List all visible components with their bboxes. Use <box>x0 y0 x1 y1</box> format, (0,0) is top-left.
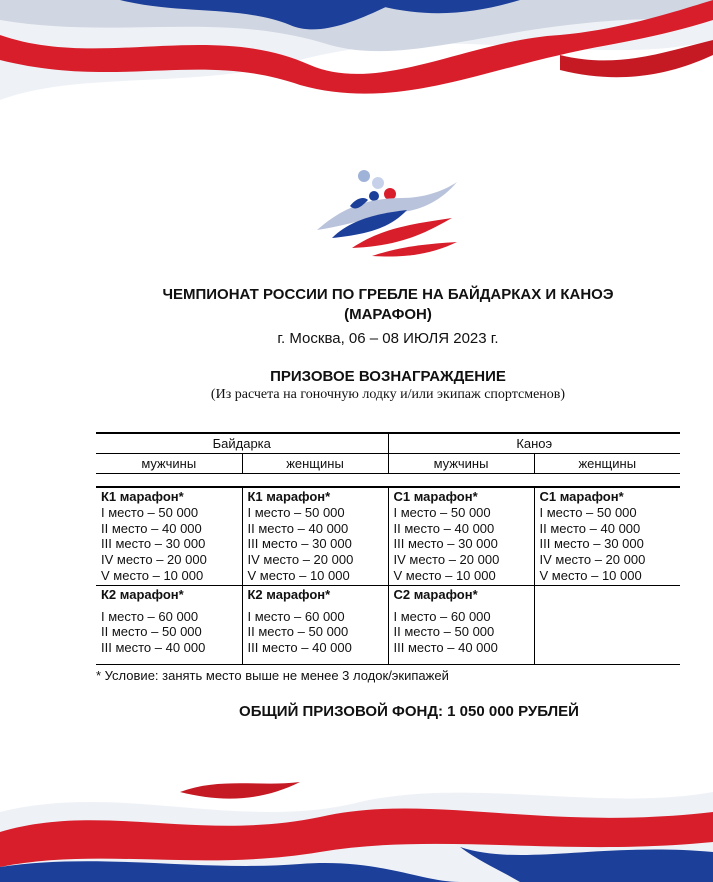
total-prize-fund: ОБЩИЙ ПРИЗОВОЙ ФОНД: 1 050 000 РУБЛЕЙ <box>239 703 579 720</box>
subgroup-kayak-women: женщины <box>242 454 388 474</box>
cell-k2-men: К2 марафон* I место – 60 000 II место – 50 000 III место – 40 000 <box>96 585 242 664</box>
table-row <box>96 487 680 585</box>
championship-title: ЧЕМПИОНАТ РОССИИ ПО ГРЕБЛЕ НА БАЙДАРКАХ И КАНОЭ (МАРАФОН) <box>162 286 614 323</box>
cell-k2-women: К2 марафон* I место – 60 000 II место – 50 000 III место – 40 000 <box>242 585 388 664</box>
condition-note: * Условие: занять место выше не менее 3 лодок/экипажей <box>96 668 449 683</box>
subgroup-canoe-women: женщины <box>534 454 680 474</box>
group-canoe: Каноэ <box>388 433 680 454</box>
cell-k1-women: К1 марафон* I место – 50 000 II место – 40 000 III место – 30 000 IV место – 20 000 V место – 10 000 <box>242 487 388 585</box>
flag-ribbon-top <box>0 0 713 125</box>
prize-table-header <box>96 432 680 474</box>
cell-c1-women: С1 марафон* I место – 50 000 II место – 40 000 III место – 30 000 IV место – 20 000 V место – 10 000 <box>534 487 680 585</box>
table-row <box>96 585 680 664</box>
cell-k1-men: К1 марафон* I место – 50 000 II место – 40 000 III место – 30 000 IV место – 20 000 V место – 10 000 <box>96 487 242 585</box>
flag-ribbon-bottom <box>0 772 713 882</box>
subgroup-canoe-men: мужчины <box>388 454 534 474</box>
event-location-dates: г. Москва, 06 – 08 ИЮЛЯ 2023 г. <box>277 330 499 347</box>
prize-subtitle: (Из расчета на гоночную лодку и/или экипаж спортсменов) <box>210 387 566 402</box>
prize-table <box>96 486 680 665</box>
cell-c1-men: С1 марафон* I место – 50 000 II место – 40 000 III место – 30 000 IV место – 20 000 V место – 10 000 <box>388 487 534 585</box>
group-kayak: Байдарка <box>96 433 388 454</box>
cell-c2-men: С2 марафон* I место – 60 000 II место – 50 000 III место – 40 000 <box>388 585 534 664</box>
prize-heading: ПРИЗОВОЕ ВОЗНАГРАЖДЕНИЕ <box>270 368 506 385</box>
cell-empty <box>534 585 680 664</box>
subgroup-kayak-men: мужчины <box>96 454 242 474</box>
federation-logo <box>312 168 460 260</box>
